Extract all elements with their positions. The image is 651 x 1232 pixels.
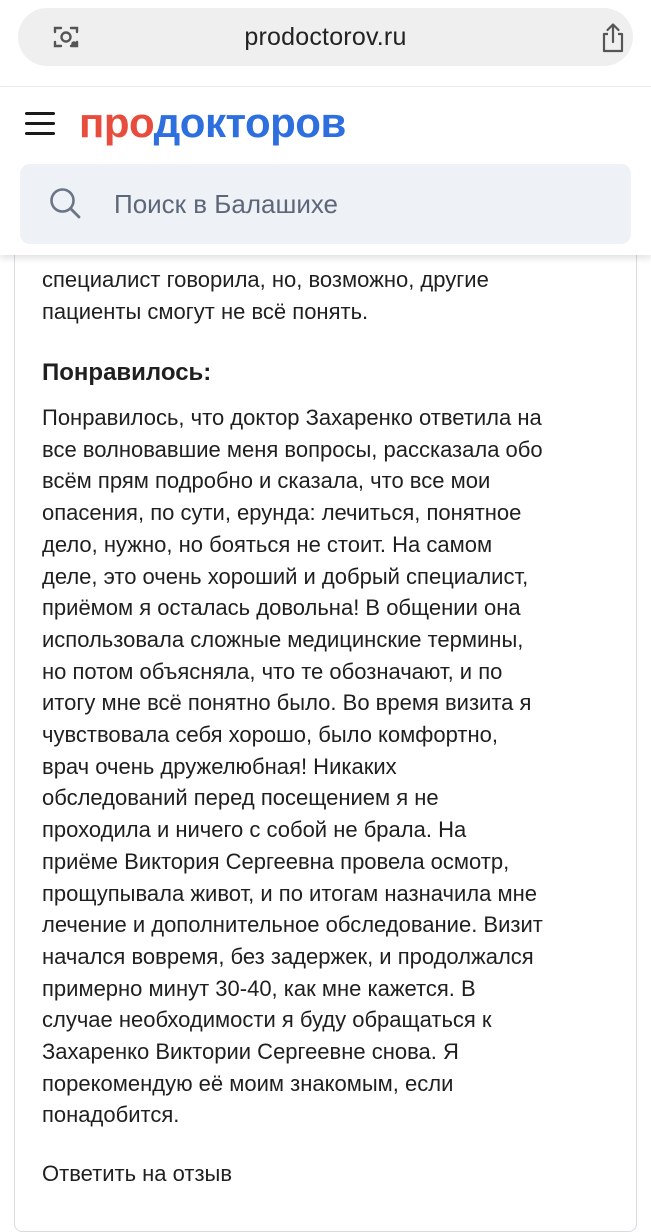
search-icon <box>48 186 82 220</box>
liked-text-line: Понравилось, что доктор Захаренко ответила на <box>42 405 542 430</box>
liked-text-line: обследований перед посещением я не <box>42 785 439 811</box>
liked-text-line: чувствовала себя хорошо, было комфортно, <box>42 722 498 748</box>
site-header <box>0 87 651 255</box>
liked-text-line: проходила и ничего с собой не брала. На <box>42 817 467 843</box>
site-logo[interactable] <box>79 93 346 153</box>
liked-text-line: начался вовремя, без задержек, и продолжался <box>42 943 534 969</box>
liked-text-line: использовала сложные медицинские термины, <box>42 626 524 652</box>
address-bar[interactable] <box>18 8 633 66</box>
liked-text-line: примерно минут 30-40, как мне кажется. В <box>42 975 476 1001</box>
browser-toolbar <box>0 0 651 87</box>
liked-text-line: понадобится. <box>42 1102 180 1128</box>
logo-part-pro: про <box>79 99 154 146</box>
review-text-line: пациенты смогут не всё понять. <box>42 299 369 324</box>
liked-heading: Понравилось: <box>42 359 212 386</box>
search-placeholder: Поиск в Балашихе <box>114 189 339 219</box>
menu-icon[interactable] <box>25 111 57 137</box>
logo-part-doctors: докторов <box>153 99 346 146</box>
liked-text-line: все волновавшие меня вопросы, рассказала обо <box>42 436 543 462</box>
liked-text-line: лечение и дополнительное обследование. Визит <box>42 912 543 938</box>
liked-text <box>42 402 617 1131</box>
liked-text-line: но потом объясняла, что те обозначают, и по <box>42 658 503 684</box>
share-icon[interactable] <box>599 22 627 54</box>
review-previous-text <box>42 264 617 328</box>
liked-text-line: врач очень дружелюбная! Никаких <box>42 753 397 779</box>
liked-text-line: итогу мне всё понятно было. Во время визита я <box>42 690 532 716</box>
review-text-line: специалист говорила, но, возможно, другие <box>42 267 489 292</box>
liked-text-line: порекомендую её моим знакомым, если <box>42 1070 454 1096</box>
url-text[interactable]: prodoctorov.ru <box>244 23 407 51</box>
liked-text-line: прощупывала живот, и по итогам назначила мне <box>42 880 537 906</box>
liked-text-line: приёмом я осталась довольна! В общении она <box>42 595 521 621</box>
liked-text-line: приёме Виктория Сергеевна провела осмотр, <box>42 848 510 874</box>
liked-text-line: Захаренко Виктории Сергеевне снова. Я <box>42 1039 459 1065</box>
liked-text-line: деле, это очень хороший и добрый специалист, <box>42 563 529 589</box>
liked-text-line: случае необходимости я буду обращаться к <box>42 1007 492 1033</box>
liked-text-line: дело, нужно, но бояться не стоит. На самом <box>42 531 493 557</box>
search-input[interactable] <box>20 164 631 244</box>
reply-to-review-link[interactable]: Ответить на отзыв <box>42 1161 233 1186</box>
liked-text-line: опасения, по сути, ерунда: лечиться, понятное <box>42 500 522 526</box>
liked-text-line: всём прям подробно и сказала, что все мои <box>42 468 491 494</box>
